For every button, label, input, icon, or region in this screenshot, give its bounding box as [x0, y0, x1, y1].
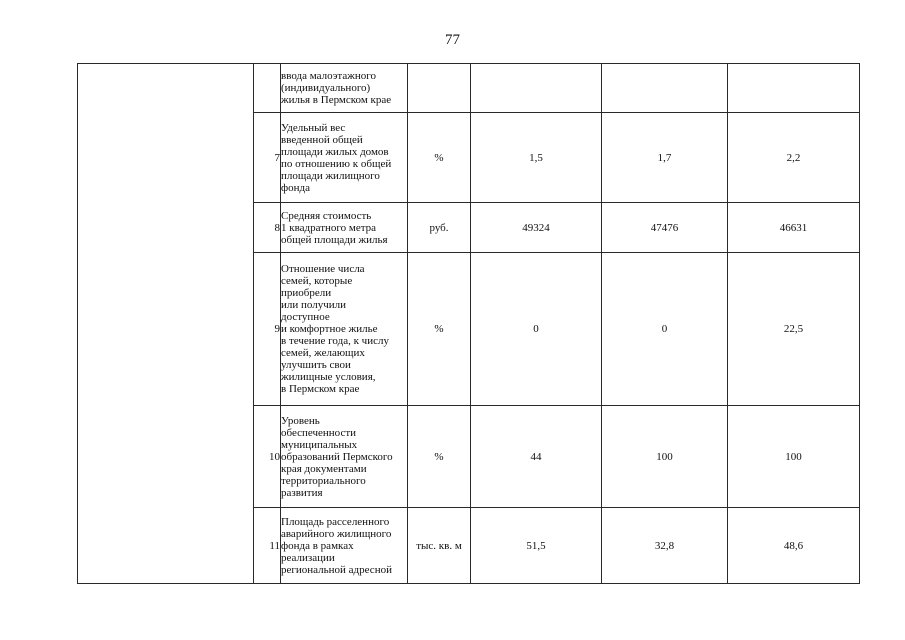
unit-cell: % [408, 406, 471, 508]
row-number [254, 64, 281, 113]
name-line: Удельный вес [281, 121, 346, 134]
name-line: приобрели [281, 287, 332, 299]
value-cell: 51,5 [471, 508, 602, 584]
unit-cell [408, 64, 471, 113]
row-number: 10 [254, 406, 281, 508]
value-cell: 0 [471, 253, 602, 406]
name-line: Средняя стоимость [281, 209, 372, 222]
value-cell: 100 [728, 406, 860, 508]
merged-blank-cell [78, 64, 254, 584]
indicator-name [281, 508, 408, 584]
name-line: площади жилых домов [281, 145, 389, 158]
name-line: обеспеченности [281, 426, 357, 439]
value-cell [471, 64, 602, 113]
value-cell: 32,8 [602, 508, 728, 584]
name-line: Отношение числа [281, 263, 365, 275]
name-line: (индивидуального) [281, 82, 371, 94]
value-cell [728, 64, 860, 113]
name-line: развития [281, 486, 323, 499]
indicators-table [77, 63, 860, 584]
name-line: Уровень [281, 414, 320, 427]
name-line: образований Пермского [281, 450, 393, 463]
name-line: и комфортное жилье [281, 323, 378, 335]
value-cell: 48,6 [728, 508, 860, 584]
unit-cell: руб. [408, 203, 471, 253]
name-line: по отношению к общей [281, 157, 392, 170]
indicator-name [281, 253, 408, 406]
row-number: 9 [254, 253, 281, 406]
name-line: семей, желающих [281, 347, 365, 359]
indicator-name [281, 113, 408, 203]
row-number: 7 [254, 113, 281, 203]
name-line: фонда [281, 181, 310, 194]
value-cell: 47476 [602, 203, 728, 253]
name-line: площади жилищного [281, 169, 380, 182]
name-line: семей, которые [281, 275, 353, 287]
name-line: муниципальных [281, 438, 358, 451]
value-cell: 1,5 [471, 113, 602, 203]
name-line: ввода малоэтажного [281, 70, 376, 82]
name-line: введенной общей [281, 133, 363, 146]
name-line: или получили [281, 299, 347, 311]
name-line: жилья в Пермском крае [281, 94, 392, 106]
unit-cell: % [408, 113, 471, 203]
unit-cell: % [408, 253, 471, 406]
value-cell [602, 64, 728, 113]
value-cell: 1,7 [602, 113, 728, 203]
row-number: 11 [254, 508, 281, 584]
name-line: края документами [281, 462, 367, 475]
name-line: территориального [281, 474, 366, 487]
value-cell: 2,2 [728, 113, 860, 203]
name-line: Площадь расселенного [281, 515, 390, 528]
name-line: улучшить свои [281, 359, 351, 371]
value-cell: 22,5 [728, 253, 860, 406]
value-cell: 44 [471, 406, 602, 508]
name-line: общей площади жилья [281, 233, 388, 246]
name-line: в Пермском крае [281, 383, 360, 395]
table-row [78, 64, 860, 113]
row-number: 8 [254, 203, 281, 253]
name-line: в течение года, к числу [281, 335, 389, 347]
value-cell: 49324 [471, 203, 602, 253]
value-cell: 0 [602, 253, 728, 406]
name-line: аварийного жилищного [281, 527, 392, 540]
name-line: 1 квадратного метра [281, 221, 377, 234]
indicator-name [281, 406, 408, 508]
value-cell: 100 [602, 406, 728, 508]
value-cell: 46631 [728, 203, 860, 253]
page-number: 77 [445, 32, 460, 48]
name-line: доступное [281, 311, 330, 323]
indicator-name [281, 203, 408, 253]
name-line: жилищные условия, [281, 371, 376, 383]
indicator-name [281, 64, 408, 113]
name-line: региональной адресной [281, 563, 392, 576]
name-line: фонда в рамках [281, 539, 354, 552]
name-line: реализации [281, 551, 335, 564]
unit-cell: тыс. кв. м [408, 508, 471, 584]
